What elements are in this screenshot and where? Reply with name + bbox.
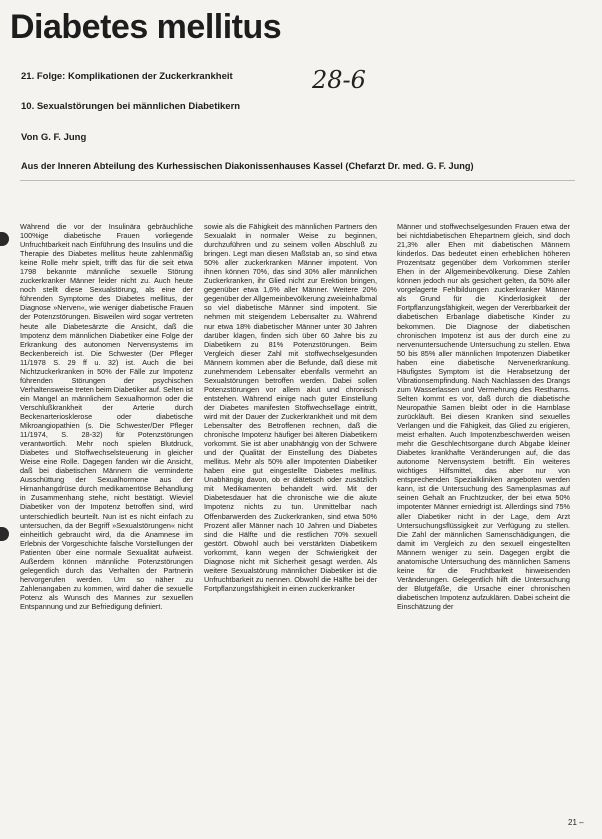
series-subtitle: 21. Folge: Komplikationen der Zuckerkrankheit	[21, 71, 233, 82]
author-line: Von G. F. Jung	[21, 132, 87, 143]
punch-hole	[0, 527, 9, 541]
handwritten-note: 28-6	[312, 66, 366, 94]
punch-hole	[0, 232, 9, 246]
article-title: Diabetes mellitus	[10, 8, 282, 46]
divider	[20, 180, 575, 181]
text-column-1	[20, 222, 193, 822]
part-subtitle: 10. Sexualstörungen bei männlichen Diabetikern	[21, 101, 241, 112]
page-number: 21 –	[568, 818, 584, 827]
column-1-text: Während die vor der Insulinära gebräuchliche 100%ige diabetische Frauen vorliegende Unfruchtbarkeit nach Einführung des Insulins und die Therapie des Diabetes mellitus heute zahlenmäßig keine Rolle mehr spielt, trifft das für die seit etwa 1798 bekannte männliche sexuelle Störung zuckerkranker Männer leider nicht zu. Auch heute noch stellt diese Sexualstörung, als eine der führenden Symptome des Diabetes mellitus, der Diagnose »Nerven«, wie weniger diabetische Frauen der Potenzstörungen. Bisweilen wird sogar vertreten heute alle Diabetesärzte die Ansicht, daß die Impotenz dem männlichen Diabetiker eine Folge der Erkrankung des autonomen Nervensystems im Beckenbereich ist. Die Schwester (Der Pfleger 11/1978 S. 29 ff u. 32) ist. Auch die bei Nichtzuckerkranken in 50% der Fälle zur Impotenz führenden Störungen der psychischen Verhaltensweise treten beim Diabetiker auf. Selten ist ein Mangel an männlichem Sexualhormon oder die Verschlußkrankheit der Arterie durch Beckenarteriosklerose oder diabetische Mikroangiopathien (s. Die Schwester/Der Pfleger 11/1974, S. 28-32) für Potenzstörungen verantwortlich. Mehr noch spielen Blutdruck, Diabetes und Stoffwechselsteuerung in gleicher Weise eine Rolle. Dagegen fanden wir die Ansicht, daß bei diabetischen Männern die verminderte Ausschüttung der Sexualhormone aus der Hirnanhangdrüse durch medikamentöse Behandlung in Zusammenhang stehe, nicht bestätigt. Wieviel Diabetiker von der Impotenz betroffen sind, wird unterschiedlich beurteilt. Nun ist es nicht einfach zu untersuchen, da der Begriff »Sexualstörungen« nicht einheitlich gebraucht wird, da die Anamnese im Erlebnis der Vorgeschichte falsche Vorstellungen der Patienten über eine normale Sexualität aufweist. Außerdem können männliche Potenzstörungen gelegentlich durch das Verhalten der Partnerin hervorgerufen werden. Um so näher zu Zahlenangaben zu kommen, wird daher die sexuelle Potenz als Wunsch des Mannes zur sexuellen Entspannung und zur Befriedigung definiert.	[20, 222, 193, 611]
affiliation-line: Aus der Inneren Abteilung des Kurhessischen Diakonissenhauses Kassel (Chefarzt Dr. med. G. F. Jung)	[21, 161, 474, 171]
text-column-2	[204, 222, 377, 822]
text-column-3	[397, 222, 570, 822]
column-3-text: Männer und stoffwechselgesunden Frauen etwa der bei nichtdiabetischen Ehepartnern gleich, sind doch 21,3% aller Ehen mit diabetischen Männern kinderlos. Das bedeutet einen erheblichen höheren Prozentsatz gegenüber dem Vorkommen steriler Ehen in der Allgemeinbevölkerung. Diese Zahlen können jedoch nur als gesichert gelten, da 50% aller vorgelagerte Fehlbildungen zuckerkranker Männer als Grund für die Kinderlosigkeit der Fortpflanzungsfähigkeit, wegen der Vererbbarkeit der diabetischen Erbanlage diabetische Kinder zu bekommen. Die Diagnose der diabetischen chronischen Impotenz ist aus der durch eine zu nervenuntersuchende Untersuchung zu stellen. Etwa 50 bis 85% aller männlichen Impotenzen Diabetiker haben eine diabetische Nervenerkrankung. Häufigstes Symptom ist die Herabsetzung der Vibrationsempfindung. Nach Nachlassen des Drangs zum Wasserlassen und Vermehrung des Restharns. Selten kommt es vor, daß durch die diabetische Neuropathie Samen bleibt oder in die Harnblase zurückläuft. Bei diesen Kranken sind sexuelles Verlangen und die Fähigkeit, das Glied zu erigieren, meist erhalten. Auch Impotenzbeschwerden weisen mehr die Geschlechtsorgane durch Abgabe kleiner Diabetes krankhafte Veränderungen auf, die das autonome Nervensystem betrifft. Ein weiteres wichtiges Hilfsmittel, das aber nur von entsprechenden Spezialkliniken angeboten werden kann, ist die Untersuchung des Samenplasmas auf seinen Gehalt an Fruchtzucker, der bei etwa 50% impotenter Männer erniedrigt ist. Allerdings sind 75% aller Diabetiker nicht in der Lage, dem Arzt Untersuchungsflüssigkeit zur Verfügung zu stellen. Die Zahl der männlichen Samenschädigungen, die damit im Vergleich zu den sexuell eingestellten Männern weniger zu sein. Dagegen ergibt die anatomische Untersuchung des männlichen Samens keine für die Fruchtbarkeit hinweisenden Veränderungen. Gelegentlich hilft die Untersuchung der Blutgefäße, die Ursache einer chronischen diabetischen Impotenz aufzuklären. Dabei scheint die Einschätzung der	[397, 222, 570, 611]
column-2-text: sowie als die Fähigkeit des männlichen Partners den Sexualakt in normaler Weise zu beginnen, durchzuführen und zu seinem vollen Abschluß zu bringen. Legt man diesen Maßstab an, so sind etwa 50% aller zuckerkranken Männer impotent. Von ihnen können 70%, das sind 30% aller männlichen Zuckerkranken, ihr Glied nicht zur Erektion bringen, gegenüber etwa 1,6% aller Männer. Weitere 20% gegenüber der Allgemeinbevölkerung zweieinhalbmal so viel diabetische Männer sind impotent. Sie nehmen mit steigendem Lebensalter zu. Während nur etwa 18% diabetischer Männer unter 30 Jahren darüber klagen, finden sich über 60 Jahre bis zu Diabetikern zu 81% Potenzstörungen. Beim Vergleich dieser Zahl mit stoffwechselgesunden Männern kommen aber die Befunde, daß diese mit zunehmendem Lebensalter ebenfalls vermehrt an Sexualstörungen betroffen werden. Dabei sollen Potenzstörungen vor allem akut und chronisch entstehen. Während einige nach guter Einstellung der Diabetes manifesten Stoffwechsellage eintritt, wird mit der Dauer der Zuckerkrankheit und mit dem Lebensalter des Betroffenen rechnen, daß die chronische Impotenz häufiger bei älteren Diabetikern vorkommt. Sie ist aber unabhängig von der Schwere und der Qualität der Einstellung des Diabetes mellitus. Mehr als 50% aller Impotenten Diabetiker haben eine gut eingestellte Diabetes mellitus. Unabhängig davon, ob er diätetisch oder zusätzlich mit Medikamenten behandelt wird. Mit der Diabetesdauer hat die chronische wie die akute Impotenz nichts zu tun. Unmittelbar nach Offenbarwerden des Zuckerkranken, sind etwa 50% Prozent aller Männer nach 10 Jahren und Diabetes sind die Hälfte und die restlichen 70% sexuell gestört. Obwohl auch bei verstärkten Diabetikern vorkommt, kann wegen der Schwierigkeit der Diagnose nicht mit Sicherheit gesagt werden. Als weitere Sexualstörung männlicher Diabetiker ist die Unfruchtbarkeit zu nennen. Obwohl die Hälfte bei der Fortpflanzungsfähigkeit in einen zuckerkranker	[204, 222, 377, 593]
